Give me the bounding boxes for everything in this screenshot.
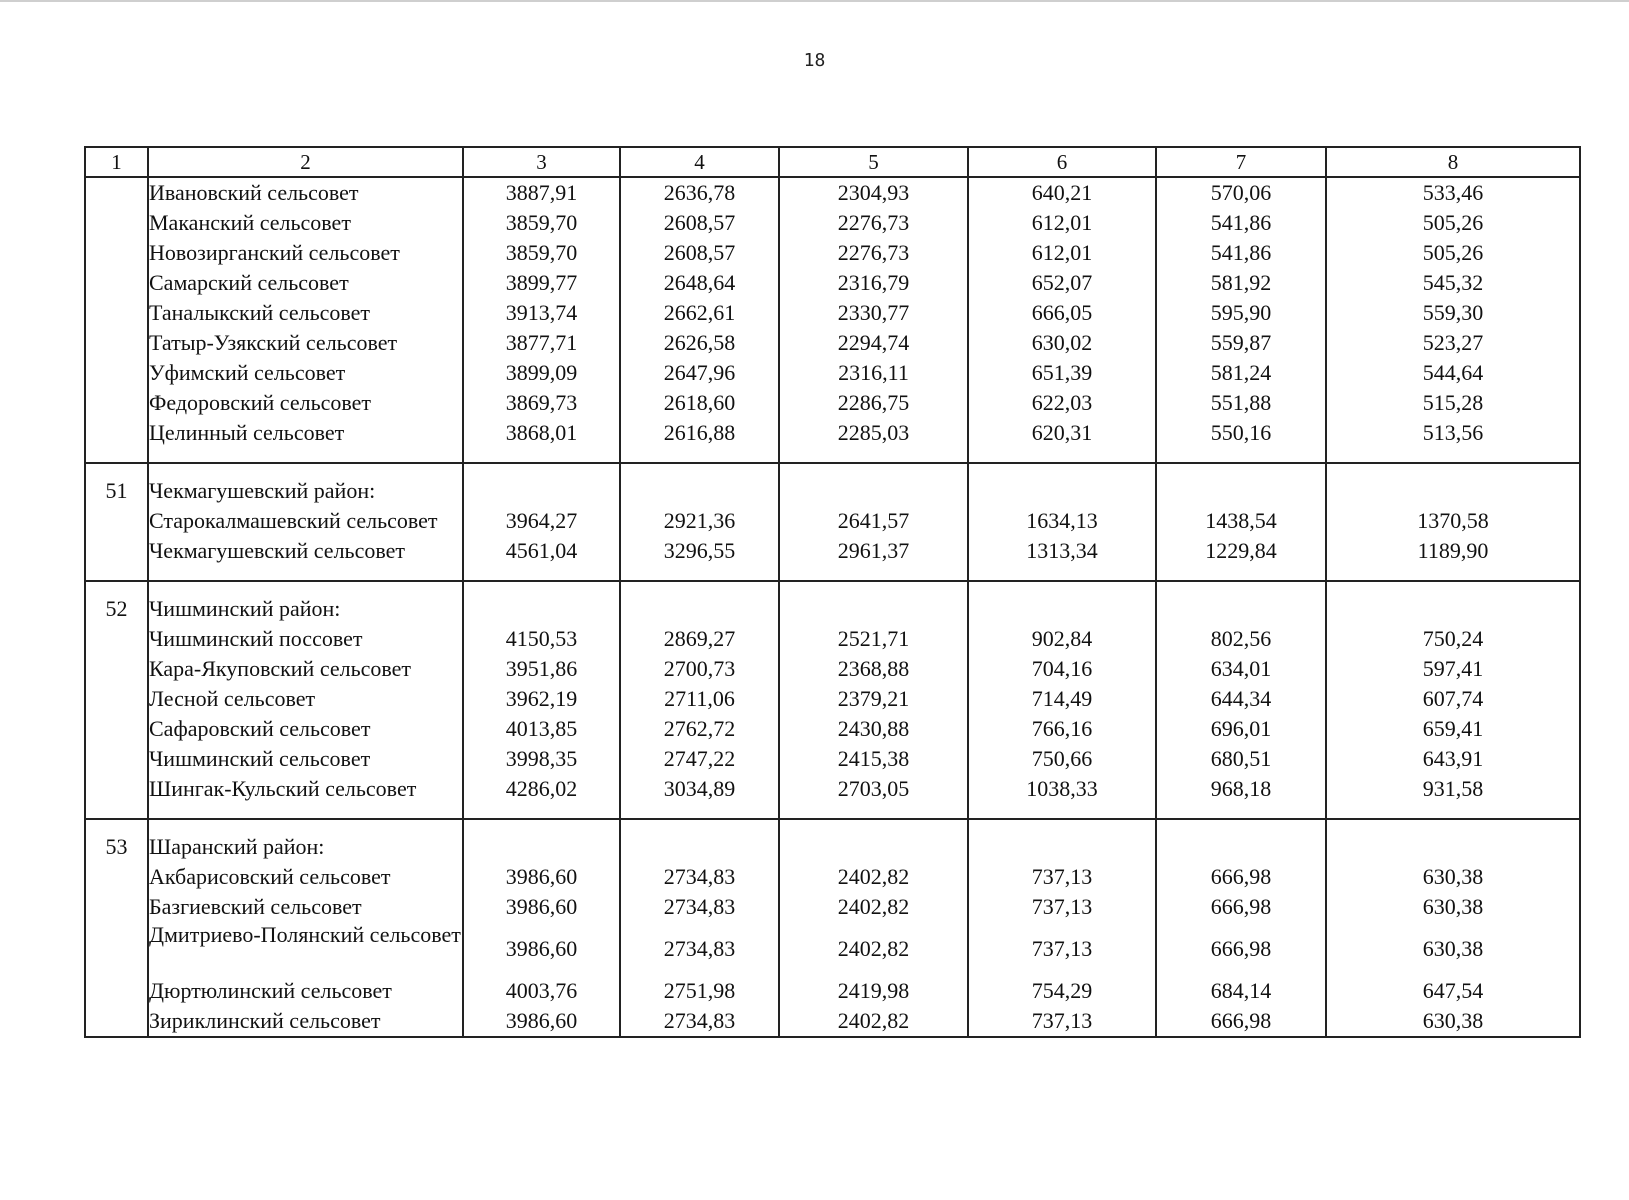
- value-cell: 2402,82: [837, 894, 910, 919]
- value-cell: 630,38: [1422, 936, 1484, 961]
- value-cell: 3986,60: [505, 936, 578, 961]
- value-cell: 3859,70: [505, 210, 578, 235]
- value-cell: 630,38: [1422, 864, 1484, 889]
- value-cell: 3964,27: [505, 508, 578, 533]
- header-cell: 8: [1326, 147, 1580, 177]
- value-cell: 523,27: [1422, 330, 1484, 355]
- value-cell: 737,13: [1031, 1008, 1093, 1033]
- settlement-name: Чишминский поссовет: [149, 626, 363, 651]
- empty-cell: [464, 594, 619, 624]
- value-cell: 2734,83: [663, 1008, 736, 1033]
- header-cell: 6: [968, 147, 1156, 177]
- value-cell: 2276,73: [837, 240, 910, 265]
- value-cell: 2415,38: [837, 746, 910, 771]
- value-cell: 2379,21: [837, 686, 910, 711]
- settlement-name: Старокалмашевский сельсовет: [149, 508, 438, 533]
- district-number: [85, 463, 148, 581]
- empty-cell: [1157, 476, 1325, 506]
- value-cell: 666,98: [1210, 894, 1272, 919]
- value-cell: 2961,37: [837, 538, 910, 563]
- value-cell: 515,28: [1422, 390, 1484, 415]
- value-cell: 2747,22: [663, 746, 736, 771]
- settlement-name: Чишминский сельсовет: [149, 746, 371, 771]
- value-cell: 2294,74: [837, 330, 910, 355]
- value-cell: 2734,83: [663, 894, 736, 919]
- value-cell: 754,29: [1031, 978, 1093, 1003]
- empty-cell: [780, 476, 967, 506]
- value-column-6: [968, 819, 1156, 1037]
- value-cell: 666,98: [1210, 936, 1272, 961]
- header-cell: 4: [620, 147, 779, 177]
- empty-cell: [621, 476, 778, 506]
- settlement-name: Базгиевский сельсовет: [149, 894, 362, 919]
- value-cell: 666,05: [1031, 300, 1093, 325]
- header-cell: 2: [148, 147, 463, 177]
- value-cell: 1438,54: [1205, 508, 1277, 533]
- value-column-5: [779, 463, 968, 581]
- district-title: Чишминский район:: [149, 596, 341, 621]
- value-cell: 2304,93: [837, 180, 910, 205]
- value-column-4: [620, 463, 779, 581]
- value-cell: 550,16: [1210, 420, 1272, 445]
- district-number-text: 53: [105, 834, 128, 859]
- value-cell: 684,14: [1210, 978, 1272, 1003]
- value-cell: 581,24: [1210, 360, 1272, 385]
- value-cell: 737,13: [1031, 894, 1093, 919]
- value-cell: 630,38: [1422, 894, 1484, 919]
- district-number: [85, 819, 148, 1037]
- value-cell: 630,38: [1422, 1008, 1484, 1033]
- table-body: [85, 147, 1580, 1037]
- value-cell: 545,32: [1422, 270, 1484, 295]
- value-column-8: [1326, 463, 1580, 581]
- value-column-3: [463, 177, 620, 463]
- district-group: [85, 819, 1580, 1037]
- value-cell: 3868,01: [505, 420, 578, 445]
- value-cell: 4286,02: [505, 776, 578, 801]
- value-cell: 513,56: [1422, 420, 1484, 445]
- value-cell: 3998,35: [505, 746, 578, 771]
- settlement-name: Кара-Якуповский сельсовет: [149, 656, 412, 681]
- value-cell: 2762,72: [663, 716, 736, 741]
- value-cell: 714,49: [1031, 686, 1093, 711]
- value-column-5: [779, 819, 968, 1037]
- value-cell: 2402,82: [837, 864, 910, 889]
- value-cell: 607,74: [1422, 686, 1484, 711]
- value-cell: 666,98: [1210, 1008, 1272, 1033]
- value-cell: 2647,96: [663, 360, 736, 385]
- value-column-8: [1326, 177, 1580, 463]
- value-column-6: [968, 177, 1156, 463]
- settlement-name: Акбарисовский сельсовет: [149, 864, 391, 889]
- settlement-name-column: [148, 463, 463, 581]
- district-number-text: 52: [105, 596, 128, 621]
- district-number-text: 51: [105, 478, 128, 503]
- value-cell: 2419,98: [837, 978, 910, 1003]
- empty-cell: [464, 832, 619, 862]
- value-cell: 1313,34: [1026, 538, 1098, 563]
- empty-cell: [621, 594, 778, 624]
- district-number: [85, 581, 148, 819]
- value-cell: 2641,57: [837, 508, 910, 533]
- value-cell: 533,46: [1422, 180, 1484, 205]
- value-cell: 612,01: [1031, 240, 1093, 265]
- value-cell: 750,24: [1422, 626, 1484, 651]
- value-cell: 2616,88: [663, 420, 736, 445]
- value-column-7: [1156, 819, 1326, 1037]
- value-column-6: [968, 463, 1156, 581]
- scan-top-edge: [0, 0, 1629, 2]
- empty-cell: [780, 594, 967, 624]
- value-cell: 3962,19: [505, 686, 578, 711]
- value-cell: 3859,70: [505, 240, 578, 265]
- value-column-8: [1326, 581, 1580, 819]
- settlement-name: Татыр-Узякский сельсовет: [149, 330, 398, 355]
- settlement-name: Новозирганский сельсовет: [149, 240, 400, 265]
- value-cell: 737,13: [1031, 936, 1093, 961]
- value-column-5: [779, 177, 968, 463]
- value-cell: 3986,60: [505, 894, 578, 919]
- settlement-name: Лесной сельсовет: [149, 686, 316, 711]
- header-cell: 5: [779, 147, 968, 177]
- value-cell: 1370,58: [1417, 508, 1489, 533]
- value-cell: 4561,04: [505, 538, 578, 563]
- value-cell: 2608,57: [663, 240, 736, 265]
- value-cell: 2662,61: [663, 300, 736, 325]
- value-cell: 630,02: [1031, 330, 1093, 355]
- value-column-8: [1326, 819, 1580, 1037]
- value-column-3: [463, 819, 620, 1037]
- value-column-7: [1156, 581, 1326, 819]
- value-cell: 3986,60: [505, 864, 578, 889]
- value-cell: 737,13: [1031, 864, 1093, 889]
- settlement-name: Дмитриево-Полянский сельсовет: [149, 922, 461, 947]
- district-group: [85, 463, 1580, 581]
- settlement-name-column: [148, 581, 463, 819]
- value-cell: 666,98: [1210, 864, 1272, 889]
- value-cell: 559,87: [1210, 330, 1272, 355]
- district-number: [85, 177, 148, 463]
- value-column-3: [463, 463, 620, 581]
- value-cell: 2402,82: [837, 936, 910, 961]
- settlement-name: Самарский сельсовет: [149, 270, 349, 295]
- empty-cell: [621, 832, 778, 862]
- value-cell: 622,03: [1031, 390, 1093, 415]
- value-cell: 2711,06: [664, 686, 735, 711]
- value-cell: 2636,78: [663, 180, 736, 205]
- value-cell: 2869,27: [663, 626, 736, 651]
- value-cell: 3913,74: [505, 300, 578, 325]
- settlement-name: Сафаровский сельсовет: [149, 716, 371, 741]
- value-cell: 1189,90: [1417, 538, 1489, 563]
- value-cell: 2734,83: [663, 864, 736, 889]
- value-cell: 2276,73: [837, 210, 910, 235]
- value-cell: 597,41: [1422, 656, 1484, 681]
- value-cell: 704,16: [1031, 656, 1093, 681]
- district-group: [85, 581, 1580, 819]
- value-cell: 3899,09: [505, 360, 578, 385]
- value-cell: 643,91: [1422, 746, 1484, 771]
- value-cell: 2286,75: [837, 390, 910, 415]
- value-column-6: [968, 581, 1156, 819]
- value-cell: 2402,82: [837, 1008, 910, 1033]
- value-cell: 2626,58: [663, 330, 736, 355]
- value-cell: 3899,77: [505, 270, 578, 295]
- value-cell: 640,21: [1031, 180, 1093, 205]
- empty-cell: [1157, 594, 1325, 624]
- value-cell: 2618,60: [663, 390, 736, 415]
- header-cell: 3: [463, 147, 620, 177]
- settlement-name-column: [148, 819, 463, 1037]
- value-cell: 559,30: [1422, 300, 1484, 325]
- value-cell: 802,56: [1210, 626, 1272, 651]
- value-cell: 1038,33: [1026, 776, 1098, 801]
- value-cell: 3877,71: [505, 330, 578, 355]
- page-number: 18: [803, 50, 826, 71]
- value-cell: 3887,91: [505, 180, 578, 205]
- value-cell: 659,41: [1422, 716, 1484, 741]
- value-cell: 2521,71: [837, 626, 910, 651]
- empty-cell: [1327, 476, 1579, 506]
- value-cell: 4013,85: [505, 716, 578, 741]
- value-column-4: [620, 177, 779, 463]
- value-cell: 968,18: [1210, 776, 1272, 801]
- settlement-name: Зириклинский сельсовет: [149, 1008, 381, 1033]
- value-column-4: [620, 819, 779, 1037]
- value-cell: 750,66: [1031, 746, 1093, 771]
- value-column-5: [779, 581, 968, 819]
- value-cell: 541,86: [1210, 210, 1272, 235]
- value-cell: 2330,77: [837, 300, 910, 325]
- settlement-name: Федоровский сельсовет: [149, 390, 372, 415]
- value-cell: 2368,88: [837, 656, 910, 681]
- value-cell: 2751,98: [663, 978, 736, 1003]
- value-cell: 551,88: [1210, 390, 1272, 415]
- settlement-name: Дюртюлинский сельсовет: [149, 978, 392, 1003]
- value-cell: 2285,03: [837, 420, 910, 445]
- value-cell: 680,51: [1210, 746, 1272, 771]
- value-cell: 3951,86: [505, 656, 578, 681]
- settlement-name: Шингак-Кульский сельсовет: [149, 776, 417, 801]
- value-cell: 3869,73: [505, 390, 578, 415]
- value-cell: 3986,60: [505, 1008, 578, 1033]
- value-cell: 1229,84: [1205, 538, 1277, 563]
- settlement-name-column: [148, 177, 463, 463]
- value-cell: 2700,73: [663, 656, 736, 681]
- empty-cell: [969, 476, 1155, 506]
- value-cell: 644,34: [1210, 686, 1272, 711]
- district-title: Чекмагушевский район:: [149, 478, 376, 503]
- value-cell: 3296,55: [663, 538, 736, 563]
- value-cell: 2703,05: [837, 776, 910, 801]
- value-cell: 2608,57: [663, 210, 736, 235]
- value-cell: 2316,79: [837, 270, 910, 295]
- empty-cell: [969, 832, 1155, 862]
- settlement-name: Таналыкский сельсовет: [149, 300, 370, 325]
- value-cell: 581,92: [1210, 270, 1272, 295]
- value-cell: 1634,13: [1026, 508, 1098, 533]
- value-cell: 4150,53: [505, 626, 578, 651]
- empty-cell: [464, 476, 619, 506]
- value-cell: 544,64: [1422, 360, 1484, 385]
- value-cell: 3034,89: [663, 776, 736, 801]
- empty-cell: [780, 832, 967, 862]
- value-cell: 612,01: [1031, 210, 1093, 235]
- value-cell: 620,31: [1031, 420, 1093, 445]
- value-cell: 2921,36: [663, 508, 736, 533]
- value-column-7: [1156, 177, 1326, 463]
- value-column-7: [1156, 463, 1326, 581]
- settlement-name: Целинный сельсовет: [149, 420, 345, 445]
- value-cell: 505,26: [1422, 210, 1484, 235]
- empty-cell: [1157, 832, 1325, 862]
- value-cell: 2648,64: [663, 270, 736, 295]
- value-cell: 4003,76: [505, 978, 578, 1003]
- value-cell: 651,39: [1031, 360, 1093, 385]
- value-cell: 931,58: [1422, 776, 1484, 801]
- value-cell: 570,06: [1210, 180, 1272, 205]
- value-cell: 541,86: [1210, 240, 1272, 265]
- settlement-name: Маканский сельсовет: [149, 210, 351, 235]
- empty-cell: [969, 594, 1155, 624]
- value-cell: 766,16: [1031, 716, 1093, 741]
- settlement-name: Чекмагушевский сельсовет: [149, 538, 405, 563]
- value-cell: 505,26: [1422, 240, 1484, 265]
- value-cell: 647,54: [1422, 978, 1484, 1003]
- value-cell: 634,01: [1210, 656, 1272, 681]
- value-cell: 595,90: [1210, 300, 1272, 325]
- value-cell: 2734,83: [663, 936, 736, 961]
- empty-cell: [1327, 594, 1579, 624]
- value-cell: 2430,88: [837, 716, 910, 741]
- header-cell: 7: [1156, 147, 1326, 177]
- value-cell: 2316,11: [838, 360, 909, 385]
- value-column-3: [463, 581, 620, 819]
- settlement-name: Ивановский сельсовет: [149, 180, 359, 205]
- header-cell: 1: [85, 147, 148, 177]
- value-cell: 652,07: [1031, 270, 1093, 295]
- column-number-header: [85, 147, 1580, 177]
- value-cell: 696,01: [1210, 716, 1272, 741]
- value-cell: 902,84: [1031, 626, 1093, 651]
- district-title: Шаранский район:: [149, 834, 325, 859]
- tariff-table: [84, 146, 1581, 1038]
- value-column-4: [620, 581, 779, 819]
- district-group: [85, 177, 1580, 463]
- settlement-name: Уфимский сельсовет: [149, 360, 346, 385]
- empty-cell: [1327, 832, 1579, 862]
